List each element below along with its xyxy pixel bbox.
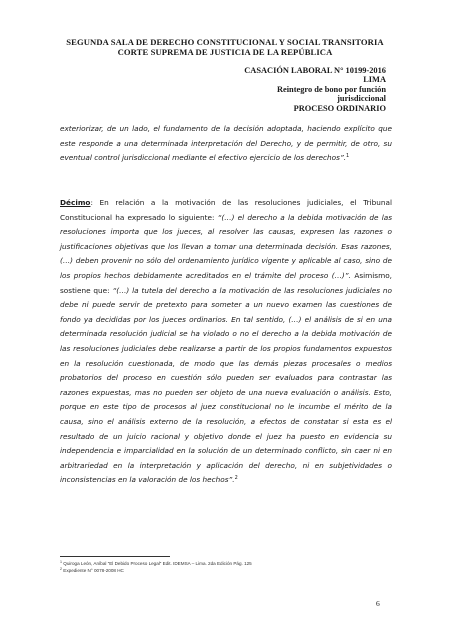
case-info <box>244 66 386 113</box>
case-matter-line1: Reintegro de bono por función <box>276 84 386 94</box>
quote-2: “(…) la tutela del derecho a la motivación de las resoluciones judiciales no debe ni puede servir de pretexto para someter a un nuevo examen las cuestiones de fondo ya decididas por los jueces ordinarios. En tal sentido, (…) el análisis de si en una determinada resolución judicial se ha violado o no el derecho a la debida motivación de las resoluciones judiciales debe realizarse a partir de los propios fundamentos expuestos en la resolución cuestionada, de modo que las demás piezas procesales o medios probatorios del proceso en cuestión sólo pueden ser evaluados para contrastar las razones expuestas, mas no pueden ser objeto de una nueva evaluación o análisis. Esto, porque en este tipo de procesos al juez constitucional no le incumbe el mérito de la causa, sino el análisis externo de la resolución, a efectos de constatar si esta es el resultado de un juicio racional y objetivo donde el juez ha puesto en evidencia su independencia e imparcialidad en la solución de un determinado conflicto, sin caer ni en arbitrariedad en la interpretación y aplicación del derecho, ni en subjetividades o inconsistencias en la valoración de los hechos”. <box>60 285 393 485</box>
quote-1: “(…) el derecho a la debida motivación de las resoluciones importa que los jueces, al resolver las causas, expresen las razones o justificaciones objetivas que los llevan a tomar una determinada decisión. Esas razones, (…) deben provenir no sólo del ordenamiento jurídico vigente y aplicable al caso, sino de los propios hechos debidamente acreditados en el trámite del proceso (…)”. <box>60 212 392 280</box>
paragraph1-text: exteriorizar, de un lado, el fundamento de la decisión adoptada, haciendo explícito que este responde a una determinada interpretación del Derecho, y de permitir, de otro, su eventual control jurisdiccional mediante el efectivo ejercicio de los derechos”. <box>60 124 392 163</box>
court-header-line2: CORTE SUPREMA DE JUSTICIA DE LA REPÚBLICA <box>117 47 333 57</box>
footnote-2 <box>60 567 390 574</box>
paragraph-continuation <box>60 122 392 166</box>
footnote-1-text: Quiroga León, Aníbal “El Debido Proceso Legal” Edit. IDEMSA – Lima. 2da Edición Pág. 125 <box>62 561 252 566</box>
paragraph-decimo <box>60 196 392 488</box>
paragraph-label: Décimo <box>60 198 91 207</box>
case-place: LIMA <box>363 75 386 85</box>
footnote-2-mark: 2 <box>60 567 62 571</box>
court-header-line1: SEGUNDA SALA DE DERECHO CONSTITUCIONAL Y SOCIAL TRANSITORIA <box>66 37 384 47</box>
footnote-2-text: Expediente N° 0078-2008 HC <box>62 568 124 573</box>
footnote-ref-1[interactable]: 1 <box>346 153 350 160</box>
footnote-1 <box>60 560 390 567</box>
footnote-ref-2[interactable]: 2 <box>234 475 238 482</box>
footnote-divider <box>60 556 170 557</box>
paragraph2-middle: Asimismo, sostiene que: <box>60 270 392 295</box>
footnote-1-mark: 1 <box>60 560 62 564</box>
paragraph2-intro: : En relación a la motivación de las resoluciones judiciales, el Tribunal Constitucional ha expresado lo siguiente: <box>60 198 392 222</box>
case-matter-line2: jurisdiccional <box>337 94 386 104</box>
case-number: CASACIÓN LABORAL N° 10199-2016 <box>244 66 386 75</box>
page-number: 6 <box>376 599 380 608</box>
case-process: PROCESO ORDINARIO <box>293 103 386 113</box>
